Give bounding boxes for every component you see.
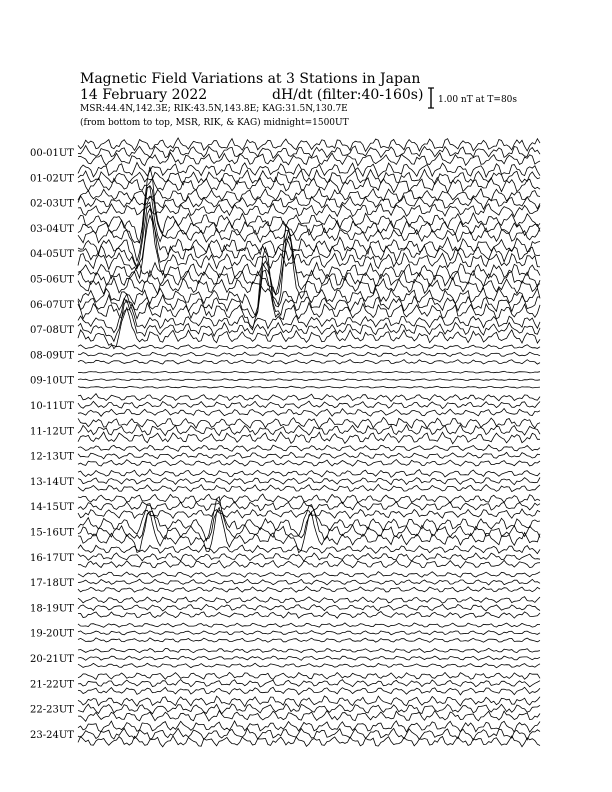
- chart-title: Magnetic Field Variations at 3 Stations in Japan: [80, 71, 421, 87]
- row-label: 04-05UT: [30, 249, 74, 261]
- chart-date: 14 February 2022: [80, 87, 208, 103]
- trace-RIK: [78, 401, 540, 408]
- trace-RIK: [78, 579, 540, 585]
- trace-RIK: [78, 209, 540, 269]
- row-label: 18-19UT: [30, 603, 74, 615]
- row-label: 21-22UT: [30, 679, 74, 691]
- trace-MSR: [78, 623, 540, 627]
- trace-KAG: [78, 638, 540, 642]
- row-label: 16-17UT: [30, 552, 74, 564]
- row-22-23UT: [30, 696, 540, 721]
- row-20-21UT: [30, 648, 540, 668]
- trace-RIK: [78, 728, 540, 740]
- trace-KAG: [78, 612, 540, 619]
- trace-RIK: [78, 680, 540, 688]
- trace-KAG: [78, 484, 540, 491]
- row-label: 02-03UT: [30, 198, 74, 210]
- row-16-17UT: [30, 545, 540, 568]
- row-21-22UT: [30, 672, 540, 695]
- row-label: 17-18UT: [30, 578, 74, 590]
- row-08-09UT: [30, 345, 540, 365]
- trace-KAG: [78, 460, 540, 467]
- row-label: 15-16UT: [30, 527, 74, 539]
- trace-MSR: [78, 721, 540, 732]
- scale-bar: [428, 88, 434, 108]
- trace-KAG: [78, 360, 540, 365]
- trace-MSR: [78, 417, 540, 428]
- trace-MSR: [78, 545, 540, 554]
- row-label: 01-02UT: [30, 173, 74, 185]
- row-label: 03-04UT: [30, 223, 74, 235]
- trace-KAG: [78, 687, 540, 695]
- trace-MSR: [78, 494, 540, 504]
- trace-MSR: [78, 648, 540, 652]
- row-label: 14-15UT: [30, 502, 74, 514]
- row-12-13UT: [30, 445, 540, 466]
- row-label: 23-24UT: [30, 729, 74, 741]
- trace-MSR: [78, 696, 540, 707]
- trace-KAG: [78, 711, 540, 722]
- row-13-14UT: [30, 469, 540, 491]
- trace-RIK: [78, 656, 540, 660]
- row-17-18UT: [30, 572, 540, 593]
- row-05-06UT: [30, 225, 540, 305]
- row-18-19UT: [30, 597, 540, 619]
- trace-RIK: [78, 379, 540, 381]
- row-06-07UT: [30, 248, 540, 330]
- trace-RIK: [78, 631, 540, 635]
- trace-KAG: [78, 663, 540, 668]
- station-order-note: (from bottom to top, MSR, RIK, & KAG) midnight=1500UT: [80, 118, 349, 128]
- trace-MSR: [78, 469, 540, 477]
- trace-MSR: [78, 572, 540, 578]
- row-01-02UT: [30, 163, 540, 193]
- trace-RIK: [78, 352, 540, 356]
- trace-KAG: [78, 386, 540, 388]
- trace-MSR: [78, 138, 540, 151]
- row-00-01UT: [30, 138, 540, 166]
- row-label: 08-09UT: [30, 350, 74, 362]
- trace-RIK: [78, 300, 540, 341]
- row-label: 22-23UT: [30, 704, 74, 716]
- filter-label: dH/dt (filter:40-160s): [272, 87, 424, 103]
- trace-KAG: [78, 587, 540, 593]
- trace-MSR: [78, 345, 540, 350]
- row-label: 07-08UT: [30, 325, 74, 337]
- scale-bar-label: 1.00 nT at T=80s: [438, 95, 518, 105]
- trace-KAG: [78, 409, 540, 417]
- trace-RIK: [78, 704, 540, 714]
- row-11-12UT: [30, 417, 540, 443]
- trace-RIK: [78, 604, 540, 611]
- trace-RIK: [78, 553, 540, 561]
- trace-KAG: [78, 560, 540, 568]
- trace-RIK: [78, 452, 540, 459]
- trace-RIK: [78, 478, 540, 485]
- row-label: 10-11UT: [30, 401, 74, 412]
- trace-MSR: [78, 163, 540, 178]
- row-label: 20-21UT: [30, 654, 74, 665]
- station-rows: [30, 138, 540, 747]
- trace-KAG: [78, 736, 540, 747]
- row-09-10UT: [30, 371, 540, 388]
- row-10-11UT: [30, 394, 540, 417]
- trace-RIK: [78, 425, 540, 436]
- row-19-20UT: [30, 623, 540, 642]
- row-label: 12-13UT: [30, 451, 74, 463]
- row-label: 00-01UT: [30, 148, 74, 159]
- trace-MSR: [78, 597, 540, 604]
- trace-MSR: [78, 672, 540, 679]
- row-23-24UT: [30, 721, 540, 747]
- trace-RIK: [78, 261, 540, 318]
- row-label: 11-12UT: [30, 426, 74, 438]
- row-label: 06-07UT: [30, 299, 74, 311]
- row-label: 19-20UT: [30, 628, 74, 640]
- row-label: 05-06UT: [30, 274, 74, 286]
- trace-KAG: [78, 508, 540, 553]
- row-label: 13-14UT: [30, 476, 74, 488]
- row-02-03UT: [30, 188, 540, 217]
- trace-MSR: [78, 445, 540, 451]
- row-label: 09-10UT: [30, 375, 74, 387]
- trace-MSR: [78, 394, 540, 402]
- station-coordinates: MSR:44.4N,142.3E; RIK:43.5N,143.8E; KAG:31.5N,130.7E: [80, 104, 348, 114]
- trace-MSR: [78, 371, 540, 373]
- row-14-15UT: [30, 494, 540, 518]
- trace-RIK: [78, 229, 540, 295]
